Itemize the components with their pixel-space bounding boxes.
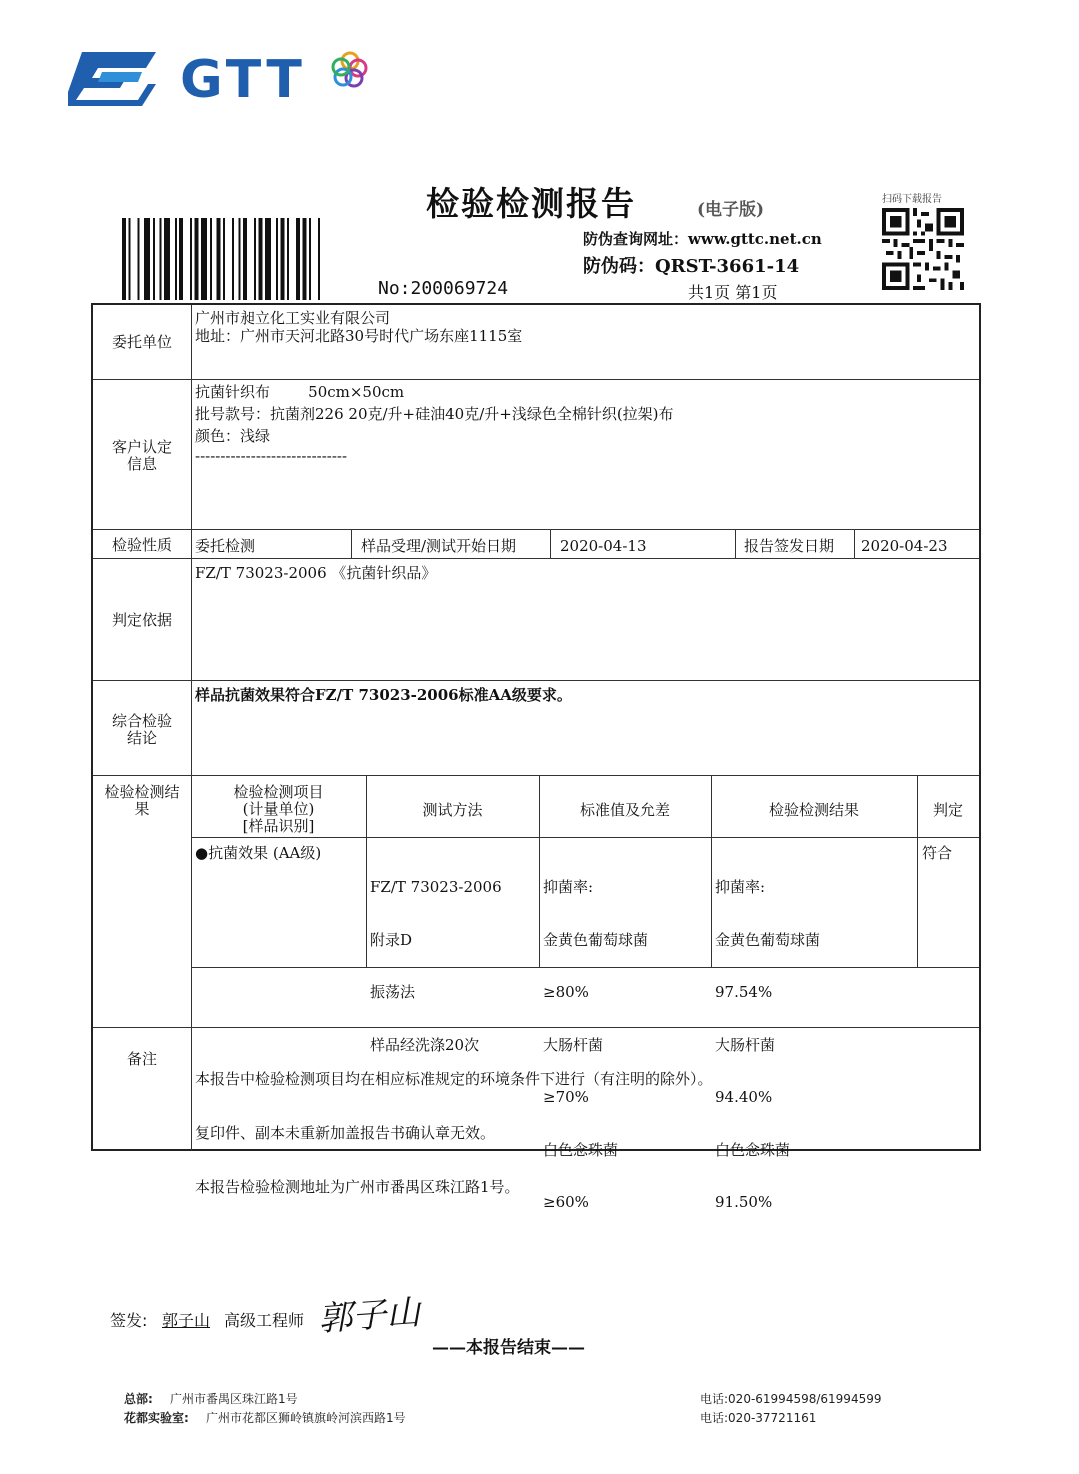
result-line: 91.50% xyxy=(715,1193,773,1211)
standard-line: 抑菌率: xyxy=(543,878,594,896)
sample-name: 抗菌针织布 50cm×50cm xyxy=(195,383,405,401)
start-date: 2020-04-13 xyxy=(560,537,647,555)
verification-url: 防伪查询网址：www.gttc.net.cn xyxy=(583,230,822,248)
issue-date: 2020-04-23 xyxy=(861,537,948,555)
conclusion-label: 综合检验结论 xyxy=(111,712,172,747)
report-title: 检验检测报告 xyxy=(426,184,636,223)
standard-line: ≥70% xyxy=(543,1088,589,1106)
result-measured xyxy=(715,844,820,1247)
standard-line: ≥60% xyxy=(543,1193,589,1211)
inspection-nature-value: 委托检测 xyxy=(195,537,256,555)
col-item-header-line: [样品识别] xyxy=(242,817,315,835)
col-method-header: 测试方法 xyxy=(422,801,483,819)
method-line: 振荡法 xyxy=(370,983,416,1001)
hq-label: 总部: xyxy=(124,1392,153,1406)
flower-logo-icon xyxy=(330,50,370,90)
qr-label: 扫码下载报告 xyxy=(882,194,942,205)
signer-title: 高级工程师 xyxy=(224,1311,305,1330)
method-line: 样品经洗涤20次 xyxy=(370,1035,480,1054)
remarks-text xyxy=(195,1034,713,1232)
handwritten-signature: 郭子山 xyxy=(316,1292,422,1340)
lab-label: 花都实验室: xyxy=(124,1411,189,1425)
brand-logo-text: GTT xyxy=(180,50,306,110)
method-line: FZ/T 73023-2006 xyxy=(370,878,502,896)
edition-label: (电子版) xyxy=(697,200,765,220)
info-divider: ------------------------------ xyxy=(195,447,348,465)
remarks-label: 备注 xyxy=(126,1050,157,1068)
results-label: 检验检测结果 xyxy=(104,783,180,818)
remark-line: 复印件、副本未重新加盖报告书确认章无效。 xyxy=(195,1124,496,1142)
lab-phone: 电话:020-37721161 xyxy=(700,1411,817,1425)
verification-code: 防伪码：QRST-3661-14 xyxy=(583,256,800,277)
result-line: 抑菌率: xyxy=(715,878,766,896)
standard-line: 大肠杆菌 xyxy=(543,1035,604,1054)
barcode-icon xyxy=(122,218,372,300)
method-line: 附录D xyxy=(370,930,413,949)
client-company: 广州市昶立化工实业有限公司 xyxy=(195,309,391,327)
page-count: 共1页 第1页 xyxy=(688,283,778,302)
standard-line: 金黄色葡萄球菌 xyxy=(543,930,649,949)
result-line: 金黄色葡萄球菌 xyxy=(715,930,821,949)
conclusion-value: 样品抗菌效果符合FZ/T 73023-2006标准AA级要求。 xyxy=(195,686,572,704)
batch-number: 批号款号：抗菌剂226 20克/升+硅油40克/升+浅绿色全棉针织(拉架)布 xyxy=(195,405,674,423)
result-line: 97.54% xyxy=(715,983,773,1001)
col-result-header: 检验检测结果 xyxy=(768,801,859,819)
sample-color: 颜色：浅绿 xyxy=(195,427,271,445)
col-item-header-line: (计量单位) xyxy=(242,800,315,818)
remark-line: 本报告中检验检测项目均在相应标准规定的环境条件下进行（有注明的除外）。 xyxy=(195,1070,713,1088)
qr-code-icon xyxy=(882,208,964,290)
sign-label: 签发: xyxy=(110,1311,148,1330)
inspection-nature-label: 检验性质 xyxy=(111,536,172,554)
remark-line: 本报告检验检测地址为广州市番禺区珠江路1号。 xyxy=(195,1178,520,1196)
gtt-logo-mark-icon xyxy=(68,52,156,106)
col-item-header xyxy=(191,784,366,835)
col-judgement-header: 判定 xyxy=(932,801,963,819)
report-end-note: ——本报告结束—— xyxy=(432,1338,585,1358)
result-line: 94.40% xyxy=(715,1088,773,1106)
client-label: 委托单位 xyxy=(111,333,172,351)
standard-line: 白色念珠菌 xyxy=(543,1140,619,1159)
standard-line: ≥80% xyxy=(543,983,589,1001)
lab-address: 广州市花都区狮岭镇旗岭河滨西路1号 xyxy=(206,1411,406,1425)
signer-name: 郭子山 xyxy=(162,1311,211,1330)
result-line: 白色念珠菌 xyxy=(715,1140,791,1159)
result-line: 大肠杆菌 xyxy=(715,1035,776,1054)
basis-label: 判定依据 xyxy=(111,611,172,629)
hq-phone: 电话:020-61994598/61994599 xyxy=(700,1392,882,1406)
col-standard-header: 标准值及允差 xyxy=(579,801,670,819)
result-item: ●抗菌效果 (AA级) xyxy=(195,844,322,862)
basis-value: FZ/T 73023-2006 《抗菌针织品》 xyxy=(195,564,437,582)
customer-info-label: 客户认定信息 xyxy=(111,438,172,473)
hq-address: 广州市番禺区珠江路1号 xyxy=(170,1392,298,1406)
result-judgement: 符合 xyxy=(922,844,953,862)
issue-date-label: 报告签发日期 xyxy=(744,537,835,555)
col-item-header-line: 检验检测项目 xyxy=(233,783,324,801)
report-number: No:200069724 xyxy=(378,278,509,299)
report-table xyxy=(91,303,981,1211)
client-address: 地址：广州市天河北路30号时代广场东座1115室 xyxy=(195,327,523,345)
start-date-label: 样品受理/测试开始日期 xyxy=(361,537,517,555)
